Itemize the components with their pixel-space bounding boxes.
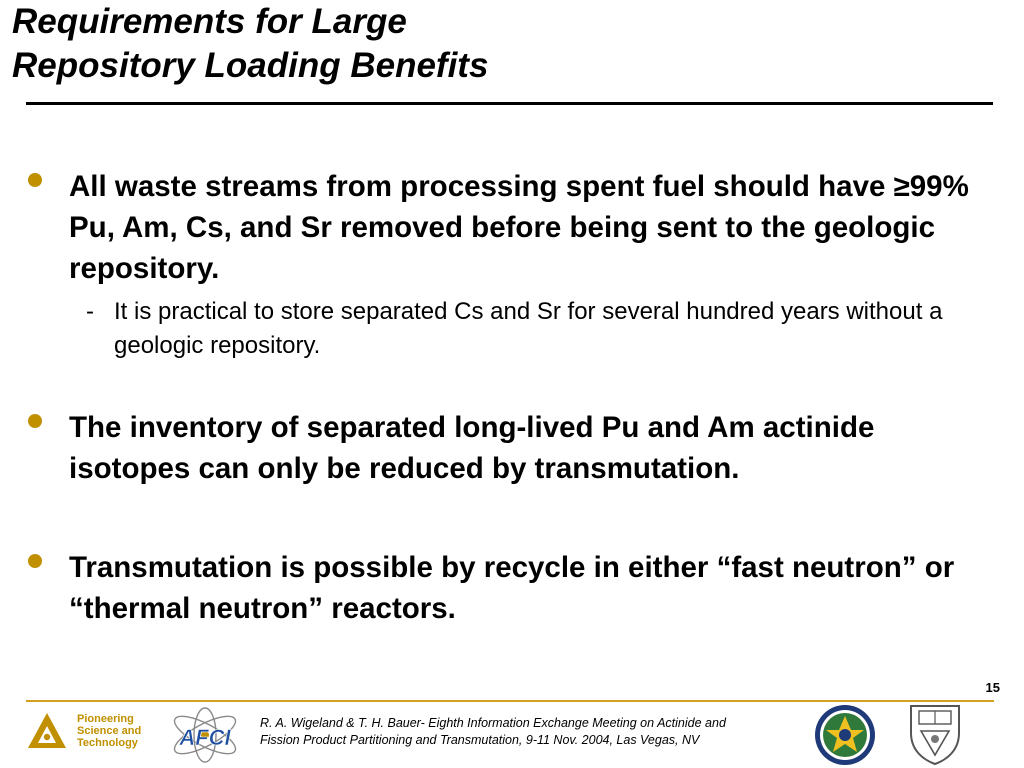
bullet-dot-icon — [28, 414, 42, 428]
bullet-text-3: Transmutation is possible by recycle in either “fast neutron” or “thermal neutron” reactors. — [69, 551, 955, 625]
bullet-item-3 — [28, 547, 988, 629]
sub-bullet-dash: - — [86, 298, 94, 325]
bullet-item-1 — [28, 166, 988, 363]
bullet-text-1: All waste streams from processing spent fuel should have ≥99% Pu, Am, Cs, and Sr removed before being sent to the geologic repository. — [69, 170, 969, 285]
afci-logo-text: AFCI — [179, 725, 231, 750]
argonne-logo-icon — [27, 712, 67, 750]
tagline-line-3: Technology — [77, 737, 138, 749]
bullet-row-1 — [28, 166, 988, 289]
tagline-line-1: Pioneering — [77, 713, 134, 725]
doe-seal-icon — [814, 704, 876, 766]
bullet-dot-icon — [28, 173, 42, 187]
bullet-item-2 — [28, 407, 988, 489]
sub-bullet-1 — [28, 295, 988, 363]
bullet-row-3 — [28, 547, 988, 629]
bullet-text-2: The inventory of separated long-lived Pu and Am actinide isotopes can only be reduced by transmutation. — [69, 411, 875, 485]
slide-title-line-1: Requirements for Large — [12, 2, 407, 41]
slide-title — [12, 0, 992, 88]
sub-bullet-text-1: It is practical to store separated Cs and Sr for several hundred years without a geologic repository. — [114, 298, 943, 359]
afci-logo-icon — [166, 705, 244, 765]
bullet-row-2 — [28, 407, 988, 489]
university-shield-icon — [908, 703, 962, 766]
anl-tagline — [77, 713, 157, 749]
slide-title-line-2: Repository Loading Benefits — [12, 46, 489, 85]
bullet-dot-icon — [28, 554, 42, 568]
title-divider — [26, 102, 993, 105]
citation-line-2: Fission Product Partitioning and Transmutation, 9-11 Nov. 2004, Las Vegas, NV — [260, 733, 700, 747]
page-number: 15 — [985, 680, 1000, 695]
citation — [260, 715, 805, 749]
tagline-line-2: Science and — [77, 725, 142, 737]
footer-divider — [26, 700, 994, 702]
citation-line-1: R. A. Wigeland & T. H. Bauer- Eighth Information Exchange Meeting on Actinide and — [260, 716, 726, 730]
